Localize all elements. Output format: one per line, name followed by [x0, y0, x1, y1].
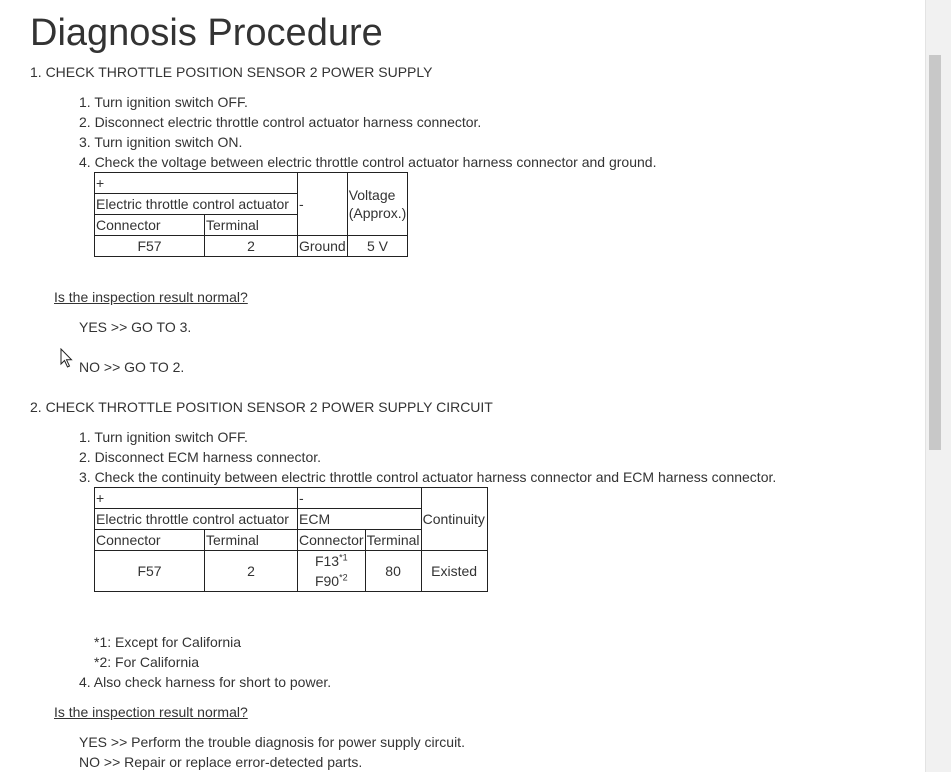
step1-no: NO >> GO TO 2.	[79, 359, 185, 375]
continuity-cell: Existed	[421, 551, 487, 592]
terminal-col-header: Terminal	[205, 530, 298, 551]
voltage-header: Voltage (Approx.)	[347, 173, 408, 236]
plus-connector-cell: F57	[95, 551, 205, 592]
ecm-connector-cell: F13$^{*1}$ F90$^{*2}$	[298, 551, 366, 592]
continuity-header: Continuity	[421, 488, 487, 551]
voltage-cell: 5 V	[347, 236, 408, 257]
connector-col-header: Connector	[95, 215, 205, 236]
ecm-connector-col-header: Connector	[298, 530, 366, 551]
voltage-table	[94, 172, 408, 257]
step1-item-2: 2. Disconnect electric throttle control actuator harness connector.	[79, 114, 482, 130]
step2-yes: YES >> Perform the trouble diagnosis for power supply circuit.	[79, 734, 465, 750]
ecm-terminal-cell: 80	[365, 551, 421, 592]
step2-question: Is the inspection result normal?	[54, 704, 248, 720]
note-2: *2: For California	[94, 654, 200, 670]
scrollbar-thumb[interactable]	[929, 55, 941, 450]
page-title: Diagnosis Procedure	[30, 12, 383, 54]
component-plus-header: Electric throttle control actuator	[95, 509, 298, 530]
continuity-table	[94, 487, 488, 592]
terminal-col-header: Terminal	[205, 215, 298, 236]
connector-col-header: Connector	[95, 530, 205, 551]
step2-item-2: 2. Disconnect ECM harness connector.	[79, 449, 322, 465]
step2-no: NO >> Repair or replace error-detected parts.	[79, 754, 363, 770]
step2-item-3: 3. Check the continuity between electric throttle control actuator harness connector and ECM harness connector.	[79, 469, 777, 485]
terminal-cell: 2	[205, 236, 298, 257]
ground-cell: Ground	[298, 236, 348, 257]
component-header: Electric throttle control actuator	[95, 194, 298, 215]
minus-header: -	[298, 488, 422, 509]
vertical-scrollbar[interactable]	[925, 0, 951, 772]
plus-terminal-cell: 2	[205, 551, 298, 592]
step1-question: Is the inspection result normal?	[54, 289, 248, 305]
step1-item-3: 3. Turn ignition switch ON.	[79, 134, 243, 150]
step2-item-1: 1. Turn ignition switch OFF.	[79, 429, 248, 445]
minus-header: -	[298, 173, 348, 236]
step2-heading: 2. CHECK THROTTLE POSITION SENSOR 2 POWER SUPPLY CIRCUIT	[30, 399, 493, 415]
plus-header: +	[95, 173, 298, 194]
connector-cell: F57	[95, 236, 205, 257]
step1-yes: YES >> GO TO 3.	[79, 319, 192, 335]
note-1: *1: Except for California	[94, 634, 242, 650]
step1-heading: 1. CHECK THROTTLE POSITION SENSOR 2 POWER SUPPLY	[30, 64, 433, 80]
plus-header: +	[95, 488, 298, 509]
step2-item-4: 4. Also check harness for short to power.	[79, 674, 332, 690]
ecm-terminal-col-header: Terminal	[365, 530, 421, 551]
mouse-pointer-icon	[60, 348, 74, 370]
step1-item-1: 1. Turn ignition switch OFF.	[79, 94, 248, 110]
component-minus-header: ECM	[298, 509, 422, 530]
step1-item-4: 4. Check the voltage between electric throttle control actuator harness connector and ground.	[79, 154, 657, 170]
